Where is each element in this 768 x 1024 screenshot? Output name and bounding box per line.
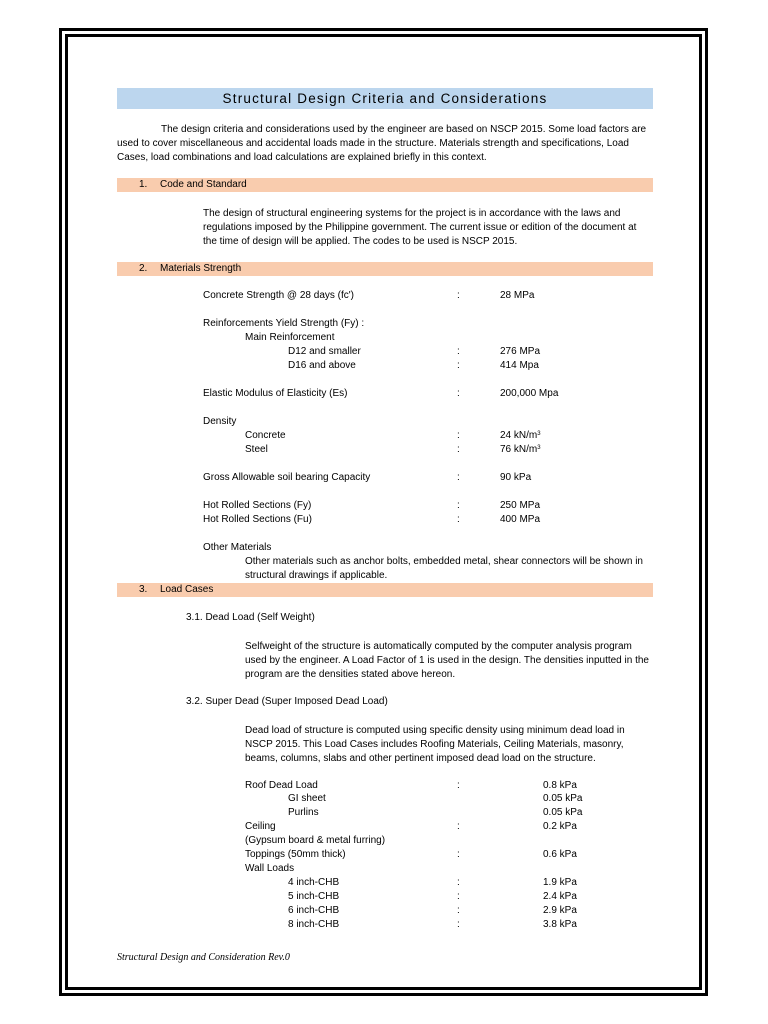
colon: : [457, 500, 460, 511]
concrete-density-label: Concrete [245, 430, 286, 441]
section-number: 1. [139, 179, 148, 190]
colon: : [457, 290, 460, 301]
toppings-label: Toppings (50mm thick) [245, 849, 346, 860]
roof-dead-load-value: 0.8 kPa [543, 780, 577, 791]
gi-sheet-label: GI sheet [288, 793, 326, 804]
chb6-label: 6 inch-CHB [288, 905, 340, 916]
chb4-label: 4 inch-CHB [288, 877, 340, 888]
d12-label: D12 and smaller [288, 346, 361, 357]
section-materials-strength [117, 262, 653, 276]
section-label: Load Cases [160, 584, 214, 595]
other-materials-text: structural drawings if applicable. [245, 570, 388, 581]
section-label: Code and Standard [160, 179, 247, 190]
colon: : [457, 891, 460, 902]
elastic-modulus-label: Elastic Modulus of Elasticity (Es) [203, 388, 348, 399]
colon: : [457, 360, 460, 371]
section-label: Materials Strength [160, 263, 242, 274]
colon: : [457, 388, 460, 399]
colon: : [457, 919, 460, 930]
section-load-cases [117, 583, 653, 597]
colon: : [457, 780, 460, 791]
main-reinforcement-label: Main Reinforcement [245, 332, 335, 343]
chb8-label: 8 inch-CHB [288, 919, 340, 930]
colon: : [457, 472, 460, 483]
colon: : [457, 346, 460, 357]
ceiling-label: Ceiling [245, 821, 276, 832]
hot-rolled-fu-value: 400 MPa [500, 514, 541, 525]
chb6-value: 2.9 kPa [543, 905, 577, 916]
colon: : [457, 444, 460, 455]
hot-rolled-fu-label: Hot Rolled Sections (Fu) [203, 514, 312, 525]
colon: : [457, 877, 460, 888]
purlins-label: Purlins [288, 807, 319, 818]
colon: : [457, 821, 460, 832]
colon: : [457, 849, 460, 860]
concrete-density-value: 24 $kN/m^3$ [500, 430, 541, 441]
rebar-heading: Reinforcements Yield Strength (Fy) : [203, 318, 365, 329]
other-materials-text: Other materials such as anchor bolts, embedded metal, shear connectors will be shown in [245, 556, 643, 567]
concrete-strength-value: 28 MPa [500, 290, 535, 301]
ceiling-note: (Gypsum board & metal furring) [245, 835, 386, 846]
purlins-value: 0.05 kPa [543, 807, 583, 818]
chb8-value: 3.8 kPa [543, 919, 577, 930]
colon: : [457, 514, 460, 525]
concrete-strength-label: Concrete Strength @ 28 days (fc') [203, 290, 355, 301]
chb5-value: 2.4 kPa [543, 891, 577, 902]
super-dead-heading: 3.2. Super Dead (Super Imposed Dead Load) [186, 696, 388, 707]
hot-rolled-fy-value: 250 MPa [500, 500, 541, 511]
d16-label: D16 and above [288, 360, 356, 371]
soil-bearing-label: Gross Allowable soil bearing Capacity [203, 472, 371, 483]
intro-paragraph: The design criteria and considerations used by the engineer are based on NSCP 2015. Some load factors are used to cover miscellaneous and accidental loads made in the structure. Materials strength and specifications, Load Cases, load combinations and load calculations are explained briefly in this context. [117, 124, 647, 163]
roof-dead-load-label: Roof Dead Load [245, 780, 318, 791]
steel-density-label: Steel [245, 444, 268, 455]
chb5-label: 5 inch-CHB [288, 891, 340, 902]
d12-value: 276 MPa [500, 346, 541, 357]
steel-density-value: 76 $kN/m^3$ [500, 444, 541, 455]
section-number: 3. [139, 584, 148, 595]
gi-sheet-value: 0.05 kPa [543, 793, 583, 804]
toppings-value: 0.6 kPa [543, 849, 577, 860]
section-code-standard [117, 178, 653, 192]
page-footer: Structural Design and Consideration Rev.0 [117, 952, 290, 963]
hot-rolled-fy-label: Hot Rolled Sections (Fy) [203, 500, 312, 511]
d16-value: 414 Mpa [500, 360, 539, 371]
unit-superscript: 3 [537, 431, 541, 437]
super-dead-paragraph: Dead load of structure is computed using specific density using minimum dead load in NSCP 2015. This Load Cases includes Roofing Materials, Ceiling Materials, masonry, beams, columns, slabs and other pertinent imposed dead load on the structure. [245, 725, 625, 764]
elastic-modulus-value: 200,000 Mpa [500, 388, 559, 399]
section-number: 2. [139, 263, 148, 274]
dead-load-heading: 3.1. Dead Load (Self Weight) [186, 612, 315, 623]
ceiling-value: 0.2 kPa [543, 821, 577, 832]
other-materials-heading: Other Materials [203, 542, 272, 553]
code-standard-paragraph: The design of structural engineering systems for the project is in accordance with the laws and regulations imposed by the Philippine government. The current issue or edition of the document at the time of design will be applied. The codes to be used is NSCP 2015. [203, 208, 637, 247]
chb4-value: 1.9 kPa [543, 877, 577, 888]
colon: : [457, 905, 460, 916]
density-heading: Density [203, 416, 237, 427]
colon: : [457, 430, 460, 441]
unit-superscript: 3 [537, 445, 541, 451]
dead-load-paragraph: Selfweight of the structure is automatically computed by the computer analysis program used by the engineer. A Load Factor of 1 is used in the design. The densities inputted in the program are the densities stated above hereon. [245, 641, 649, 680]
wall-loads-heading: Wall Loads [245, 863, 295, 874]
page-title: Structural Design Criteria and Considerations [117, 88, 653, 109]
soil-bearing-value: 90 kPa [500, 472, 532, 483]
